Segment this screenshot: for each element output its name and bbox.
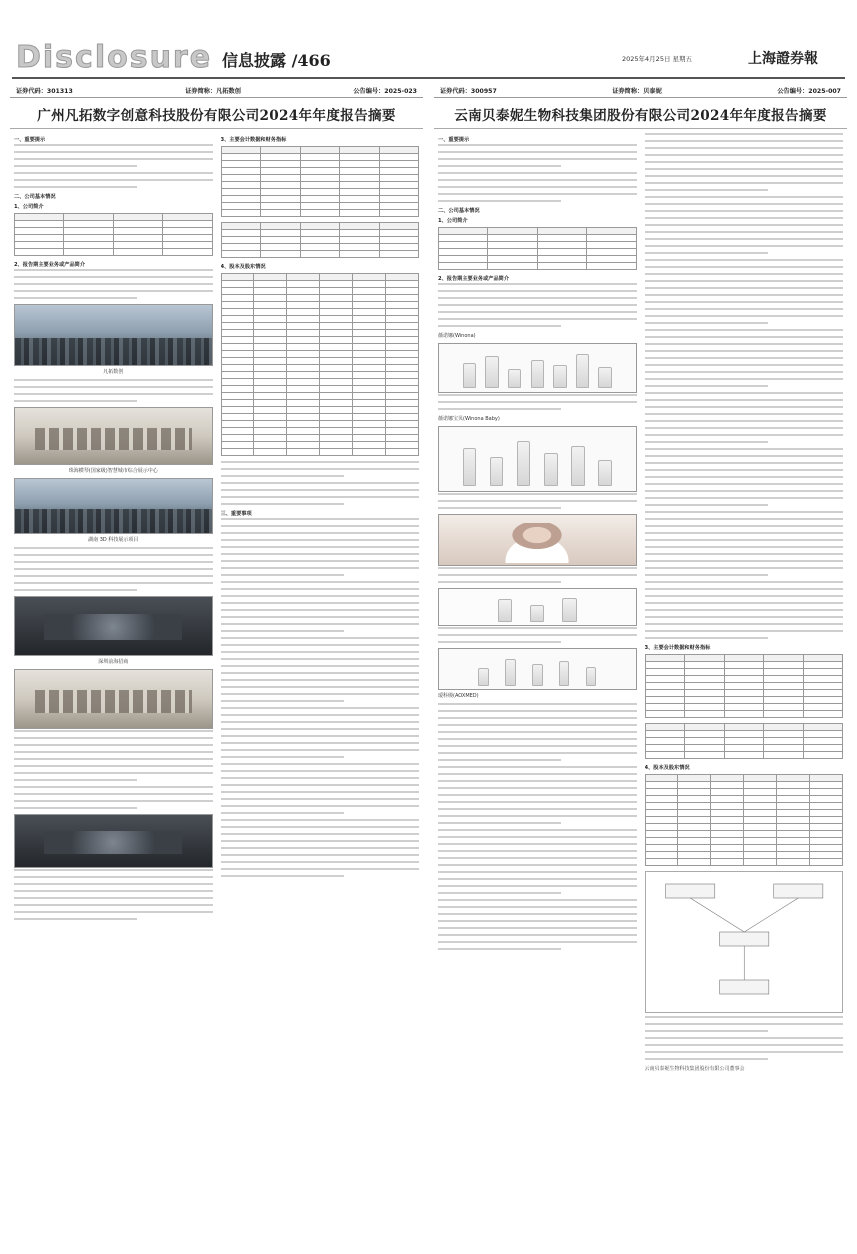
shareholders-table xyxy=(221,273,420,456)
stock-code-bar xyxy=(10,84,423,98)
heading-financial-data: 3、主要会计数据和财务指标 xyxy=(220,137,287,143)
report-title: 广州凡拓数字创意科技股份有限公司2024年年度报告摘要 xyxy=(10,98,423,129)
photo-winona-products xyxy=(438,343,637,393)
text-block xyxy=(14,869,213,920)
photo-caption: 凡拓数创 xyxy=(103,369,124,375)
text-block xyxy=(438,283,637,327)
announcement-no: 公告编号：2025-023 xyxy=(353,88,417,95)
text-block xyxy=(14,379,213,402)
text-block xyxy=(438,493,637,509)
heading-important-notice: 一、重要提示 xyxy=(438,137,470,143)
left-subcolumn-2 xyxy=(221,133,420,1239)
ownership-structure-diagram xyxy=(645,871,844,1013)
photo-brand-model xyxy=(438,514,637,566)
heading-company-info: 二、公司基本情况 xyxy=(438,208,480,214)
heading-important-matters: 三、重要事项 xyxy=(220,511,252,517)
quarterly-data-table xyxy=(221,222,420,258)
text-block xyxy=(438,144,637,202)
photo-museum xyxy=(14,596,213,656)
text-block xyxy=(221,518,420,877)
ownership-diagram-svg xyxy=(646,872,843,1012)
text-block xyxy=(14,547,213,591)
text-block xyxy=(645,133,844,639)
photo-caption: 珠海横琴(国家级)智慧城市综合展示中心 xyxy=(68,468,158,474)
stock-name: 证券简称：凡拓数创 xyxy=(185,88,241,95)
heading-financial-data: 3、主要会计数据和财务指标 xyxy=(644,645,711,651)
right-subcolumn-2 xyxy=(645,133,844,1239)
photo-caption: 深圳前海招商 xyxy=(98,659,129,665)
photo-winona-baby-products xyxy=(438,426,637,492)
issue-date: 2025年4月25日 星期五 xyxy=(622,55,693,63)
masthead-rule xyxy=(12,77,845,79)
brand-label-winona: 薇诺娜(Winona) xyxy=(438,333,476,339)
right-subcolumn-1 xyxy=(438,133,637,1239)
brand-label-aoxmed: 瑷科缦(AOXMED) xyxy=(438,693,479,699)
stock-code-bar xyxy=(434,84,847,98)
article-fantuo xyxy=(10,84,423,1244)
heading-main-business: 2、报告期主要业务或产品简介 xyxy=(14,262,86,268)
text-block xyxy=(14,144,213,188)
text-block xyxy=(14,730,213,809)
brand-logo: Disclosure xyxy=(16,40,213,75)
heading-important-notice: 一、重要提示 xyxy=(14,137,46,143)
stock-code: 证券代码：300957 xyxy=(440,88,497,95)
heading-company-info: 二、公司基本情况 xyxy=(14,194,56,200)
left-subcolumn-1 xyxy=(14,133,213,1239)
photo-aoxmed-products xyxy=(438,588,637,626)
text-block xyxy=(438,394,637,410)
photo-exhibition-night xyxy=(14,814,213,868)
photo-exhibition-hall xyxy=(14,407,213,465)
text-block xyxy=(438,703,637,950)
text-block xyxy=(645,1016,844,1060)
article-botanee xyxy=(434,84,847,1244)
report-title: 云南贝泰妮生物科技集团股份有限公司2024年年度报告摘要 xyxy=(434,98,847,129)
board-signature: 云南贝泰妮生物科技集团股份有限公司董事会 xyxy=(644,1066,745,1072)
text-block xyxy=(438,627,637,643)
company-profile-table xyxy=(438,227,637,270)
photo-project-city xyxy=(14,478,213,534)
photo-city-exhibition xyxy=(14,304,213,366)
heading-company-profile: 1、公司简介 xyxy=(438,218,468,224)
photo-immersive-space xyxy=(14,669,213,729)
text-block xyxy=(14,269,213,299)
financial-data-table xyxy=(645,654,844,718)
paper-name: 上海證券報 xyxy=(748,51,818,67)
heading-main-business: 2、报告期主要业务或产品简介 xyxy=(438,276,510,282)
stock-name: 证券简称：贝泰妮 xyxy=(612,88,662,95)
brand-label-winona-baby: 薇诺娜宝贝(Winona Baby) xyxy=(438,416,500,422)
quarterly-data-table xyxy=(645,723,844,759)
photo-caption: 湖南 3D 科技展示项目 xyxy=(88,537,139,543)
financial-data-table xyxy=(221,146,420,217)
masthead xyxy=(0,0,857,78)
heading-shareholders: 4、股本及股东情况 xyxy=(220,264,266,270)
heading-shareholders: 4、股本及股东情况 xyxy=(644,765,690,771)
text-block xyxy=(438,567,637,583)
stock-code: 证券代码：301313 xyxy=(16,88,73,95)
section-title: 信息披露 /466 xyxy=(222,51,331,70)
company-profile-table xyxy=(14,213,213,256)
text-block xyxy=(221,461,420,505)
photo-product-lineup xyxy=(438,648,637,690)
announcement-no: 公告编号：2025-007 xyxy=(777,88,841,95)
shareholders-table xyxy=(645,774,844,866)
heading-company-profile: 1、公司简介 xyxy=(14,204,44,210)
